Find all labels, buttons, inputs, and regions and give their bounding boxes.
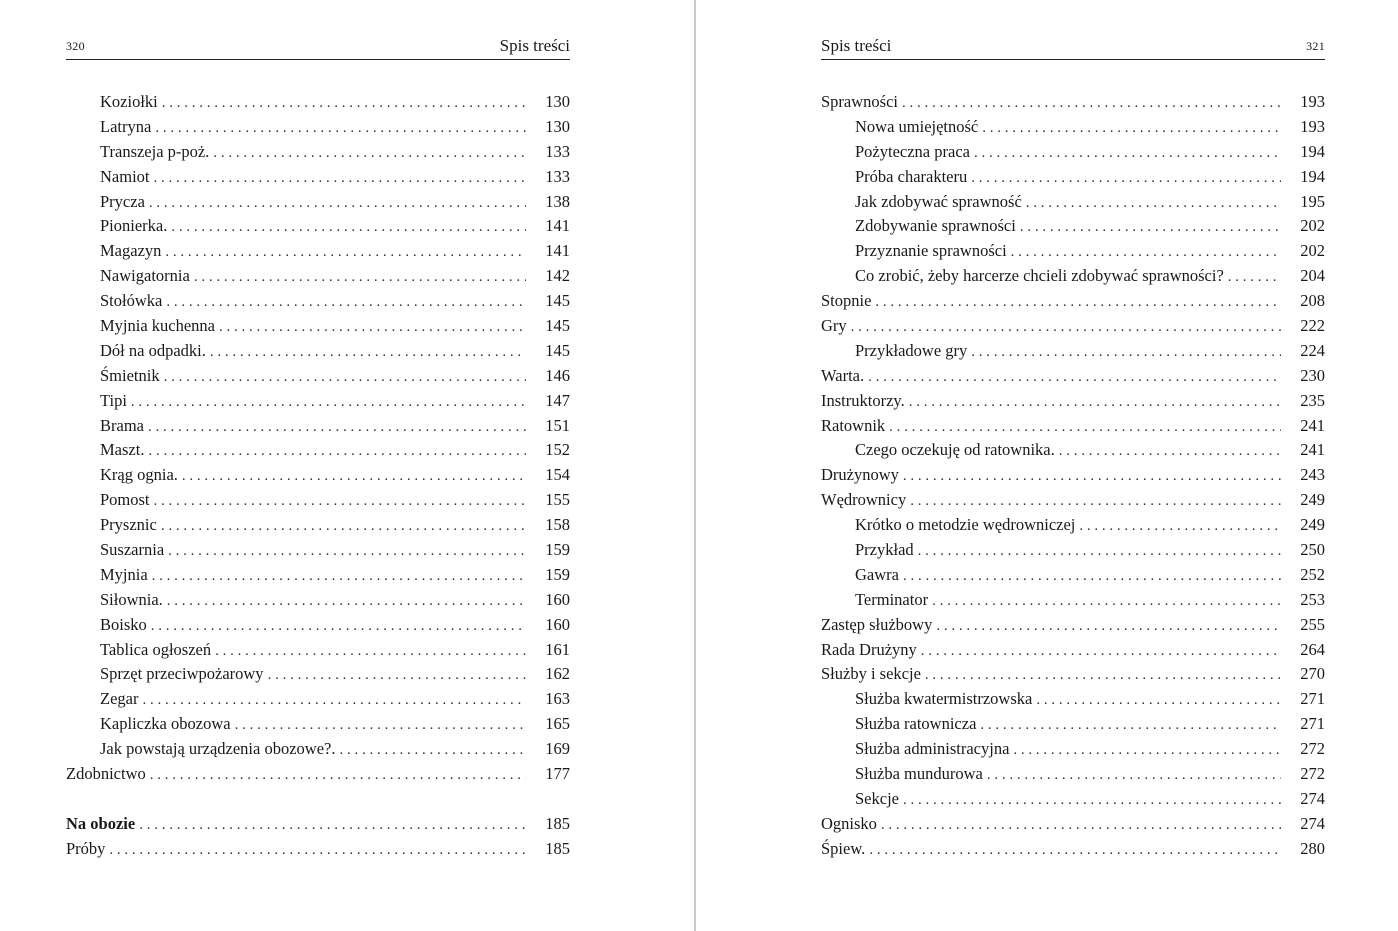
toc-entry-title: Maszt.	[100, 440, 145, 460]
toc-entry-title: Gry	[821, 316, 847, 336]
toc-entry[interactable]	[66, 662, 570, 687]
toc-entry-title: Próby	[66, 838, 106, 858]
dot-leader	[151, 614, 526, 639]
toc-entry-title: Co zrobić, żeby harcerze chcieli zdobywać sprawności?	[855, 266, 1224, 286]
toc-entry-title: Nawigatornia	[100, 266, 190, 286]
toc-entry[interactable]	[821, 190, 1325, 215]
toc-entry-title: Przyznanie sprawności	[855, 241, 1007, 261]
toc-entry[interactable]	[821, 762, 1325, 787]
page-number: 321	[1306, 39, 1325, 53]
dot-leader	[161, 514, 526, 539]
toc-entry-title: Zdobywanie sprawności	[855, 216, 1016, 236]
toc-entry-page-number: 194	[1300, 141, 1325, 161]
dot-leader	[910, 489, 1281, 514]
dot-leader	[903, 464, 1281, 489]
toc-entry[interactable]	[66, 214, 570, 239]
dot-leader	[903, 564, 1281, 589]
dot-leader	[875, 290, 1281, 315]
toc-entry-title: Tipi	[100, 390, 127, 410]
toc-entry[interactable]	[821, 90, 1325, 115]
toc-entry-title: Boisko	[100, 614, 147, 634]
toc-entry-title: Rada Drużyny	[821, 639, 917, 659]
dot-leader	[235, 713, 526, 738]
dot-leader	[1059, 439, 1281, 464]
toc-entry-page-number: 243	[1300, 465, 1325, 485]
toc-entry-title: Służba administracyjna	[855, 739, 1010, 759]
toc-entry-title: Instruktorzy.	[821, 390, 905, 410]
toc-entry-title: Gawra	[855, 564, 899, 584]
dot-leader	[213, 141, 526, 166]
toc-entry-page-number: 195	[1300, 191, 1325, 211]
toc-entry[interactable]	[66, 712, 570, 737]
toc-entry[interactable]	[66, 687, 570, 712]
toc-entry-title: Drużynowy	[821, 465, 899, 485]
dot-leader	[182, 464, 526, 489]
toc-entry-page-number: 160	[545, 614, 570, 634]
toc-entry-title: Zegar	[100, 689, 139, 709]
toc-entry-title: Sprzęt przeciwpożarowy	[100, 664, 264, 684]
toc-entry-title: Pożyteczna praca	[855, 141, 970, 161]
toc-entry-title: Sprawności	[821, 92, 898, 111]
toc-entry-page-number: 274	[1300, 788, 1325, 808]
dot-leader	[142, 688, 526, 713]
toc-entry-page-number: 141	[545, 241, 570, 261]
toc-entry-title: Siłownia.	[100, 589, 163, 609]
dot-leader	[149, 191, 526, 216]
toc-entry[interactable]	[821, 538, 1325, 563]
toc-entry[interactable]	[821, 737, 1325, 762]
toc-entry-title: Na obozie	[66, 813, 136, 833]
toc-entry-page-number: 145	[545, 291, 570, 311]
toc-entry-title: Transzeja p-poż.	[100, 141, 210, 161]
toc-entry-title: Służba kwatermistrzowska	[855, 689, 1033, 709]
toc-entry[interactable]	[821, 787, 1325, 812]
toc-entry-page-number: 230	[1300, 365, 1325, 385]
toc-entry-page-number: 271	[1300, 689, 1325, 709]
dot-leader	[851, 315, 1281, 340]
toc-entry-page-number: 255	[1300, 614, 1325, 634]
toc-entry-page-number: 154	[545, 465, 570, 485]
toc-entry-title: Magazyn	[100, 241, 162, 261]
toc-entry-page-number: 208	[1300, 291, 1325, 311]
dot-leader	[154, 489, 526, 514]
table-of-contents	[821, 90, 1325, 862]
toc-entry[interactable]	[66, 239, 570, 264]
toc-entry-page-number: 185	[545, 838, 570, 858]
dot-leader	[148, 415, 526, 440]
toc-entry[interactable]	[821, 837, 1325, 862]
toc-entry-title: Namiot	[100, 166, 150, 186]
toc-entry[interactable]	[66, 513, 570, 538]
dot-leader	[165, 240, 526, 265]
table-of-contents	[66, 90, 570, 862]
toc-entry-page-number: 250	[1300, 540, 1325, 560]
toc-entry-page-number: 274	[1300, 813, 1325, 833]
toc-entry-page-number: 160	[545, 589, 570, 609]
toc-entry-page-number: 158	[545, 515, 570, 535]
toc-entry-title: Przykładowe gry	[855, 340, 968, 360]
toc-entry[interactable]	[821, 414, 1325, 439]
dot-leader	[909, 390, 1281, 415]
toc-entry-page-number: 159	[545, 540, 570, 560]
dot-leader	[881, 813, 1281, 838]
dot-leader	[1013, 738, 1281, 763]
toc-entry[interactable]	[821, 712, 1325, 737]
toc-entry[interactable]	[821, 513, 1325, 538]
toc-entry[interactable]	[66, 414, 570, 439]
dot-leader	[971, 166, 1281, 191]
dot-leader	[131, 390, 526, 415]
right-page	[697, 0, 1398, 931]
toc-entry-page-number: 193	[1300, 116, 1325, 136]
running-title: Spis treści	[821, 36, 892, 55]
dot-leader	[152, 564, 526, 589]
toc-entry[interactable]	[66, 538, 570, 563]
left-page	[0, 0, 694, 931]
toc-entry[interactable]	[821, 463, 1325, 488]
dot-leader	[168, 539, 526, 564]
toc-entry-page-number: 142	[545, 266, 570, 286]
toc-entry-title: Śpiew.	[821, 838, 866, 858]
toc-entry-title: Próba charakteru	[855, 166, 968, 186]
toc-entry-page-number: 177	[545, 764, 570, 784]
toc-entry[interactable]	[66, 812, 570, 837]
toc-entry-title: Pionierka.	[100, 216, 168, 236]
toc-entry[interactable]	[821, 488, 1325, 513]
toc-entry-page-number: 224	[1300, 340, 1325, 360]
toc-entry[interactable]	[821, 662, 1325, 687]
toc-entry[interactable]	[821, 239, 1325, 264]
toc-entry[interactable]	[66, 488, 570, 513]
running-head	[821, 34, 1325, 60]
toc-entry-title: Myjnia kuchenna	[100, 316, 216, 336]
page-gutter-divider	[694, 0, 696, 931]
toc-entry[interactable]	[821, 115, 1325, 140]
toc-entry-page-number: 165	[545, 714, 570, 734]
toc-entry-title: Stopnie	[821, 291, 872, 311]
toc-entry-title: Śmietnik	[100, 365, 160, 385]
toc-entry-title: Kapliczka obozowa	[100, 714, 231, 734]
toc-entry-page-number: 145	[545, 316, 570, 336]
dot-leader	[194, 265, 526, 290]
toc-entry-page-number: 222	[1300, 316, 1325, 336]
dot-leader	[164, 365, 526, 390]
toc-entry-page-number: 202	[1300, 216, 1325, 236]
toc-entry-title: Warta.	[821, 365, 865, 385]
toc-entry-page-number: 155	[545, 490, 570, 510]
running-title: Spis treści	[499, 36, 570, 55]
toc-entry-title: Suszarnia	[100, 540, 165, 560]
dot-leader	[982, 116, 1281, 141]
toc-entry[interactable]	[66, 438, 570, 463]
toc-entry-page-number: 133	[545, 141, 570, 161]
toc-entry[interactable]	[821, 687, 1325, 712]
toc-entry-page-number: 145	[545, 340, 570, 360]
toc-entry-title: Stołówka	[100, 291, 163, 311]
dot-leader	[1228, 265, 1281, 290]
dot-leader	[215, 639, 526, 664]
toc-entry[interactable]	[66, 463, 570, 488]
toc-entry[interactable]	[66, 613, 570, 638]
toc-entry[interactable]	[66, 837, 570, 862]
toc-entry[interactable]	[66, 737, 570, 762]
toc-entry-title: Służba mundurowa	[855, 764, 983, 784]
toc-entry[interactable]	[821, 812, 1325, 837]
dot-leader	[167, 589, 526, 614]
toc-entry[interactable]	[66, 264, 570, 289]
toc-entry-title: Prycza	[100, 191, 145, 211]
toc-entry-page-number: 169	[545, 739, 570, 759]
toc-entry[interactable]	[821, 613, 1325, 638]
toc-entry-page-number: 270	[1300, 664, 1325, 684]
toc-entry-page-number: 204	[1300, 266, 1325, 286]
toc-entry-page-number: 130	[545, 92, 570, 111]
toc-entry[interactable]	[821, 563, 1325, 588]
dot-leader	[971, 340, 1281, 365]
dot-leader	[1036, 688, 1281, 713]
toc-entry-page-number: 162	[545, 664, 570, 684]
toc-entry[interactable]	[66, 364, 570, 389]
toc-entry-page-number: 193	[1300, 92, 1325, 111]
dot-leader	[154, 166, 527, 191]
toc-entry[interactable]	[821, 140, 1325, 165]
dot-leader	[139, 813, 526, 838]
toc-entry-page-number: 130	[545, 116, 570, 136]
toc-entry[interactable]	[821, 264, 1325, 289]
dot-leader	[918, 539, 1281, 564]
toc-entry[interactable]	[66, 289, 570, 314]
toc-entry-page-number: 194	[1300, 166, 1325, 186]
toc-entry-page-number: 147	[545, 390, 570, 410]
dot-leader	[1026, 191, 1281, 216]
toc-entry-page-number: 272	[1300, 764, 1325, 784]
toc-entry-title: Czego oczekuję od ratownika.	[855, 440, 1055, 460]
toc-entry[interactable]	[821, 289, 1325, 314]
toc-entry-title: Jak zdobywać sprawność	[855, 191, 1022, 211]
dot-leader	[219, 315, 526, 340]
toc-entry-page-number: 280	[1300, 838, 1325, 858]
dot-leader	[936, 614, 1281, 639]
dot-leader	[171, 215, 526, 240]
toc-entry-page-number: 185	[545, 813, 570, 833]
toc-entry-title: Wędrownicy	[821, 490, 907, 510]
dot-leader	[148, 439, 526, 464]
toc-entry[interactable]	[66, 389, 570, 414]
dot-leader	[925, 663, 1281, 688]
toc-entry-title: Ratownik	[821, 415, 886, 435]
dot-leader	[974, 141, 1281, 166]
dot-leader	[150, 763, 526, 788]
toc-entry[interactable]	[66, 339, 570, 364]
toc-entry-page-number: 133	[545, 166, 570, 186]
running-head	[66, 34, 570, 60]
toc-entry-title: Pomost	[100, 490, 150, 510]
dot-leader	[1011, 240, 1281, 265]
toc-entry-title: Sekcje	[855, 788, 899, 808]
toc-entry[interactable]	[66, 90, 570, 115]
dot-leader	[903, 788, 1281, 813]
toc-entry-page-number: 241	[1300, 415, 1325, 435]
toc-entry-title: Koziołki	[100, 92, 158, 111]
toc-entry[interactable]	[821, 339, 1325, 364]
dot-leader	[902, 91, 1281, 116]
toc-entry-page-number: 146	[545, 365, 570, 385]
toc-entry-page-number: 252	[1300, 564, 1325, 584]
dot-leader	[339, 738, 526, 763]
dot-leader	[268, 663, 526, 688]
dot-leader	[155, 116, 526, 141]
toc-entry[interactable]	[821, 364, 1325, 389]
dot-leader	[109, 838, 526, 863]
toc-entry[interactable]	[821, 638, 1325, 663]
toc-entry[interactable]	[66, 314, 570, 339]
toc-entry[interactable]	[66, 165, 570, 190]
toc-entry[interactable]	[66, 115, 570, 140]
toc-entry-page-number: 235	[1300, 390, 1325, 410]
toc-entry-page-number: 138	[545, 191, 570, 211]
toc-entry[interactable]	[66, 140, 570, 165]
toc-entry-page-number: 159	[545, 564, 570, 584]
toc-entry-page-number: 249	[1300, 515, 1325, 535]
dot-leader	[868, 365, 1281, 390]
toc-entry-title: Służby i sekcje	[821, 664, 921, 684]
page-number: 320	[66, 39, 85, 53]
toc-entry-title: Tablica ogłoszeń	[100, 639, 212, 659]
toc-entry-page-number: 264	[1300, 639, 1325, 659]
toc-entry-page-number: 272	[1300, 739, 1325, 759]
toc-entry-page-number: 241	[1300, 440, 1325, 460]
toc-entry-title: Krótko o metodzie wędrowniczej	[855, 515, 1076, 535]
toc-entry[interactable]	[821, 314, 1325, 339]
toc-entry[interactable]	[821, 389, 1325, 414]
toc-entry-title: Zdobnictwo	[66, 764, 146, 784]
toc-entry-title: Myjnia	[100, 564, 148, 584]
toc-entry-title: Terminator	[855, 589, 929, 609]
dot-leader	[166, 290, 526, 315]
toc-entry[interactable]	[66, 190, 570, 215]
toc-entry-page-number: 152	[545, 440, 570, 460]
toc-entry[interactable]	[821, 588, 1325, 613]
dot-leader	[932, 589, 1281, 614]
toc-entry-title: Przykład	[855, 540, 914, 560]
toc-entry-page-number: 253	[1300, 589, 1325, 609]
dot-leader	[869, 838, 1281, 863]
toc-entry-title: Brama	[100, 415, 144, 435]
toc-entry[interactable]	[66, 762, 570, 787]
dot-leader	[889, 415, 1281, 440]
dot-leader	[210, 340, 526, 365]
toc-entry-page-number: 202	[1300, 241, 1325, 261]
dot-leader	[1079, 514, 1281, 539]
toc-entry-page-number: 151	[545, 415, 570, 435]
toc-entry[interactable]	[821, 165, 1325, 190]
toc-entry-page-number: 271	[1300, 714, 1325, 734]
dot-leader	[921, 639, 1281, 664]
toc-entry[interactable]	[66, 588, 570, 613]
toc-entry-title: Latryna	[100, 116, 152, 136]
toc-entry-title: Nowa umiejętność	[855, 116, 979, 136]
toc-entry[interactable]	[821, 214, 1325, 239]
dot-leader	[1020, 215, 1281, 240]
toc-entry-title: Zastęp służbowy	[821, 614, 933, 634]
dot-leader	[980, 713, 1281, 738]
toc-entry-title: Ognisko	[821, 813, 877, 833]
toc-entry-page-number: 249	[1300, 490, 1325, 510]
toc-entry-title: Służba ratownicza	[855, 714, 977, 734]
toc-entry-title: Krąg ognia.	[100, 465, 178, 485]
toc-entry[interactable]	[66, 563, 570, 588]
toc-entry-page-number: 161	[545, 639, 570, 659]
toc-entry[interactable]	[821, 438, 1325, 463]
toc-entry-title: Jak powstają urządzenia obozowe?.	[100, 739, 336, 759]
dot-leader	[162, 91, 526, 116]
toc-entry-title: Prysznic	[100, 515, 157, 535]
toc-entry-page-number: 163	[545, 689, 570, 709]
toc-entry[interactable]	[66, 638, 570, 663]
toc-entry-title: Dół na odpadki.	[100, 340, 206, 360]
toc-entry-page-number: 141	[545, 216, 570, 236]
dot-leader	[987, 763, 1281, 788]
